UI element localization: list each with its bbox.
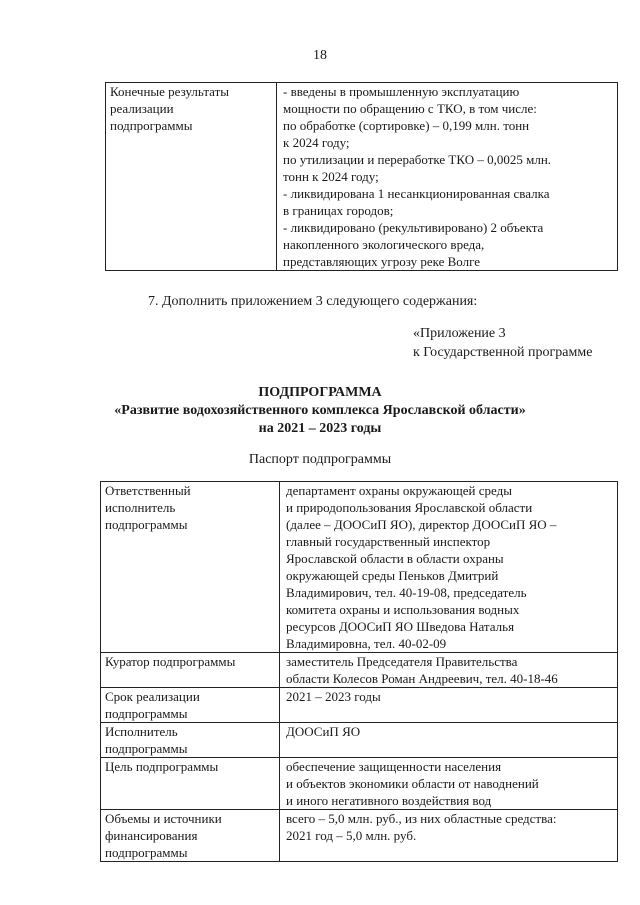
value-line: в границах городов;: [283, 203, 394, 218]
table-row: [101, 758, 618, 810]
value-line: окружающей среды Пеньков Дмитрий: [286, 568, 499, 583]
row-value-cell: [280, 688, 618, 723]
heading-line: на 2021 – 2023 годы: [258, 421, 382, 436]
value-line: области Колесов Роман Андреевич, тел. 40-18-46: [286, 671, 558, 686]
value-line: Владимировна, тел. 40-02-09: [286, 636, 447, 651]
passport-title: Паспорт подпрограммы: [248, 452, 392, 467]
value-line: и иного негативного воздействия вод: [286, 793, 492, 808]
value-line: - введены в промышленную эксплуатацию: [283, 84, 520, 99]
value-line: главный государственный инспектор: [286, 534, 491, 549]
value-line: обеспечение защищенности населения: [286, 759, 502, 774]
value-line: мощности по обращению с ТКО, в том числе:: [283, 101, 537, 116]
label-line: подпрограммы: [105, 706, 188, 721]
label-line: финансирования: [105, 828, 198, 843]
row-label-cell: [101, 688, 280, 723]
appendix-reference: [413, 324, 592, 362]
value-line: представляющих угрозу реке Волге: [283, 254, 481, 269]
row-label-cell: [101, 482, 280, 653]
row-label-cell: [101, 810, 280, 862]
label-line: реализации: [110, 101, 174, 116]
value-line: всего – 5,0 млн. руб., из них областные средства:: [286, 811, 557, 826]
page-number: 18: [313, 48, 327, 63]
row-value-cell: [280, 758, 618, 810]
table-row: [101, 810, 618, 862]
appendix-line: к Государственной программе: [413, 345, 593, 360]
value-line: Ярославской области в области охраны: [286, 551, 504, 566]
row-label-cell: [101, 653, 280, 688]
final-results-table: [105, 82, 618, 271]
row-value-cell: [280, 653, 618, 688]
value-line: по утилизации и переработке ТКО – 0,0025 млн.: [283, 152, 552, 167]
row-value-cell: [277, 83, 618, 271]
label-line: Исполнитель: [105, 724, 178, 739]
label-line: Ответственный: [105, 483, 191, 498]
value-line: ресурсов ДООСиП ЯО Шведова Наталья: [286, 619, 515, 634]
value-line: заместитель Председателя Правительства: [286, 654, 518, 669]
value-line: Владимирович, тел. 40-19-08, председатель: [286, 585, 527, 600]
value-line: департамент охраны окружающей среды: [286, 483, 512, 498]
value-line: 2021 – 2023 годы: [286, 689, 381, 704]
label-line: Конечные результаты: [110, 84, 230, 99]
subprogram-heading: [0, 384, 640, 438]
value-line: (далее – ДООСиП ЯО), директор ДООСиП ЯО –: [286, 517, 557, 532]
label-line: подпрограммы: [110, 118, 193, 133]
value-line: - ликвидировано (рекультивировано) 2 объекта: [283, 220, 544, 235]
value-line: комитета охраны и использования водных: [286, 602, 520, 617]
label-line: Цель подпрограммы: [105, 759, 219, 774]
table-row: [101, 653, 618, 688]
passport-table: [100, 481, 618, 862]
heading-line: ПОДПРОГРАММА: [258, 385, 382, 400]
table-row: [101, 482, 618, 653]
heading-line: «Развитие водохозяйственного комплекса Ярославской области»: [114, 403, 526, 418]
row-value-cell: [280, 810, 618, 862]
value-line: и природопользования Ярославской области: [286, 500, 533, 515]
row-label-cell: [101, 723, 280, 758]
label-line: подпрограммы: [105, 517, 188, 532]
label-line: подпрограммы: [105, 741, 188, 756]
appendix-line: «Приложение 3: [413, 326, 506, 341]
value-line: - ликвидирована 1 несанкционированная свалка: [283, 186, 550, 201]
label-line: исполнитель: [105, 500, 176, 515]
row-label-cell: [106, 83, 277, 271]
value-line: накопленного экологического вреда,: [283, 237, 485, 252]
label-line: Куратор подпрограммы: [105, 654, 236, 669]
label-line: Срок реализации: [105, 689, 200, 704]
table-row: [101, 688, 618, 723]
table-row: [101, 723, 618, 758]
row-value-cell: [280, 723, 618, 758]
value-line: 2021 год – 5,0 млн. руб.: [286, 828, 417, 843]
label-line: подпрограммы: [105, 845, 188, 860]
paragraph-7: 7. Дополнить приложением 3 следующего содержания:: [148, 294, 478, 309]
value-line: ДООСиП ЯО: [286, 724, 361, 739]
row-label-cell: [101, 758, 280, 810]
value-line: к 2024 году;: [283, 135, 350, 150]
value-line: тонн к 2024 году;: [283, 169, 379, 184]
value-line: по обработке (сортировке) – 0,199 млн. тонн: [283, 118, 530, 133]
value-line: и объектов экономики области от наводнений: [286, 776, 539, 791]
label-line: Объемы и источники: [105, 811, 222, 826]
row-value-cell: [280, 482, 618, 653]
table-row: [106, 83, 618, 271]
